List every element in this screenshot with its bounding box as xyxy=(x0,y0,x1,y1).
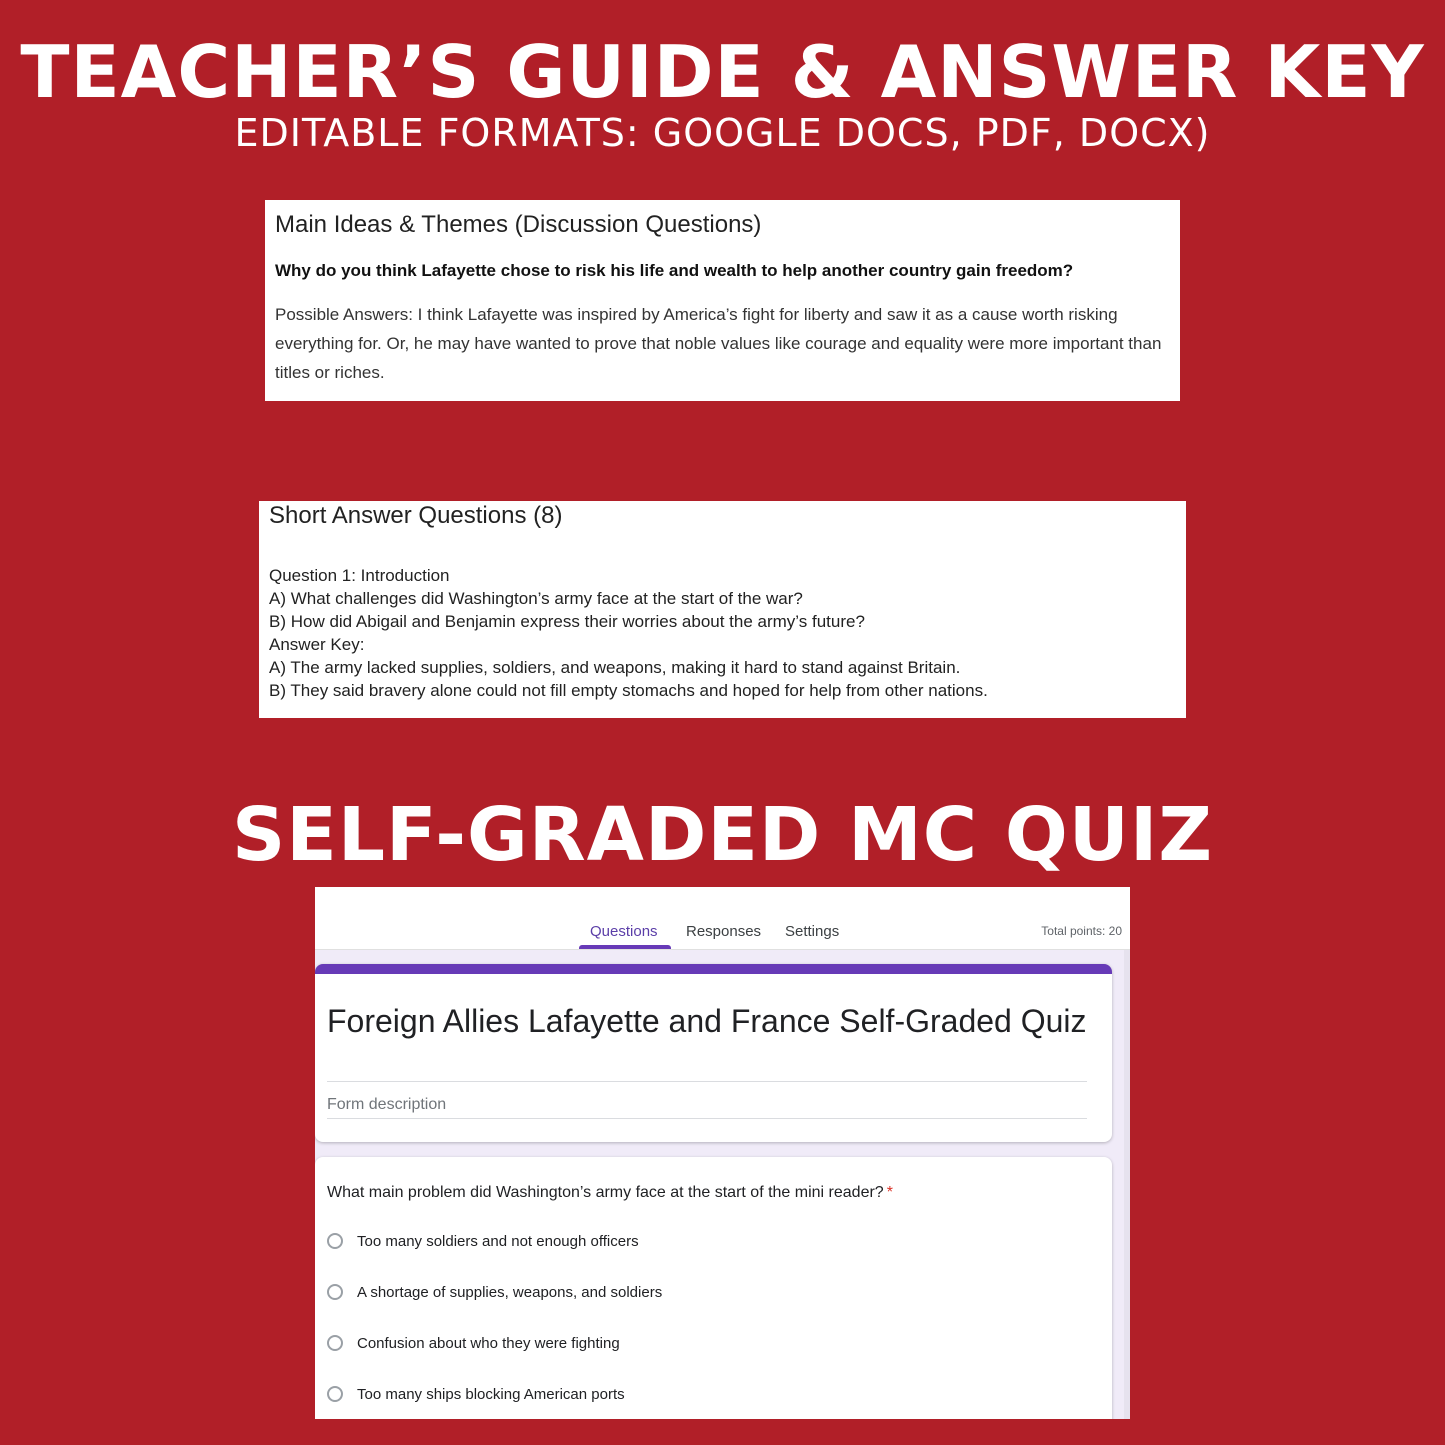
discussion-question: Why do you think Lafayette chose to risk his life and wealth to help another country gain freedom? xyxy=(275,261,1074,280)
tab-responses[interactable]: Responses xyxy=(686,923,762,940)
form-title-card xyxy=(315,964,1112,1142)
question-label: What main problem did Washington’s army face at the start of the mini reader? xyxy=(327,1184,884,1201)
required-marker: * xyxy=(886,1184,893,1201)
option-label: Too many soldiers and not enough officers xyxy=(357,1232,639,1250)
option-row[interactable] xyxy=(327,1332,620,1354)
form-title-field[interactable]: Foreign Allies Lafayette and France Self-Graded Quiz xyxy=(327,1003,1087,1039)
form-description-field[interactable]: Form description xyxy=(327,1096,447,1113)
option-row[interactable] xyxy=(327,1383,625,1405)
short-answer-heading: Short Answer Questions (8) xyxy=(269,502,563,529)
radio-button-icon[interactable] xyxy=(327,1233,343,1249)
short-answer-lines xyxy=(269,564,1176,702)
quiz-heading: SELF-GRADED MC QUIZ xyxy=(231,792,1214,878)
title-underline xyxy=(327,1081,1087,1082)
question-card[interactable] xyxy=(315,1157,1112,1419)
radio-button-icon[interactable] xyxy=(327,1335,343,1351)
short-answer-line: B) How did Abigail and Benjamin express their worries about the army’s future? xyxy=(269,612,865,631)
option-row[interactable] xyxy=(327,1230,639,1252)
short-answer-line: Answer Key: xyxy=(269,635,365,654)
short-answer-line: A) What challenges did Washington’s army face at the start of the war? xyxy=(269,589,803,608)
scrollbar-track[interactable] xyxy=(1124,950,1130,1419)
option-label: Too many ships blocking American ports xyxy=(357,1385,625,1403)
option-label: A shortage of supplies, weapons, and soldiers xyxy=(357,1283,663,1301)
option-label: Confusion about who they were fighting xyxy=(357,1334,620,1352)
short-answer-line: A) The army lacked supplies, soldiers, and weapons, making it hard to stand against Britain. xyxy=(269,658,961,677)
discussion-answer: Possible Answers: I think Lafayette was inspired by America’s fight for liberty and saw it as a cause worth risking everything for. Or, he may have wanted to prove that noble values like courage and equality were more important than titles or riches. xyxy=(275,305,1162,382)
short-answer-card xyxy=(259,501,1186,718)
question-text xyxy=(327,1184,893,1202)
tab-questions[interactable]: Questions xyxy=(590,923,658,940)
forms-tab-bar xyxy=(315,887,1130,950)
description-underline xyxy=(327,1118,1087,1119)
discussion-card xyxy=(265,200,1180,401)
short-answer-line: B) They said bravery alone could not fill empty stomachs and hoped for help from other nations. xyxy=(269,681,988,700)
discussion-heading: Main Ideas & Themes (Discussion Questions) xyxy=(275,211,762,238)
short-answer-line: Question 1: Introduction xyxy=(269,566,450,585)
active-tab-indicator xyxy=(579,945,671,949)
page-title: TEACHER’S GUIDE & ANSWER KEY xyxy=(20,30,1425,114)
page-subtitle: EDITABLE FORMATS: GOOGLE DOCS, PDF, DOCX) xyxy=(234,111,1211,155)
radio-button-icon[interactable] xyxy=(327,1284,343,1300)
google-forms-panel xyxy=(315,887,1130,1419)
total-points: Total points: 20 xyxy=(1041,924,1122,938)
option-row[interactable] xyxy=(327,1281,662,1303)
tab-settings[interactable]: Settings xyxy=(785,923,840,940)
radio-button-icon[interactable] xyxy=(327,1386,343,1402)
